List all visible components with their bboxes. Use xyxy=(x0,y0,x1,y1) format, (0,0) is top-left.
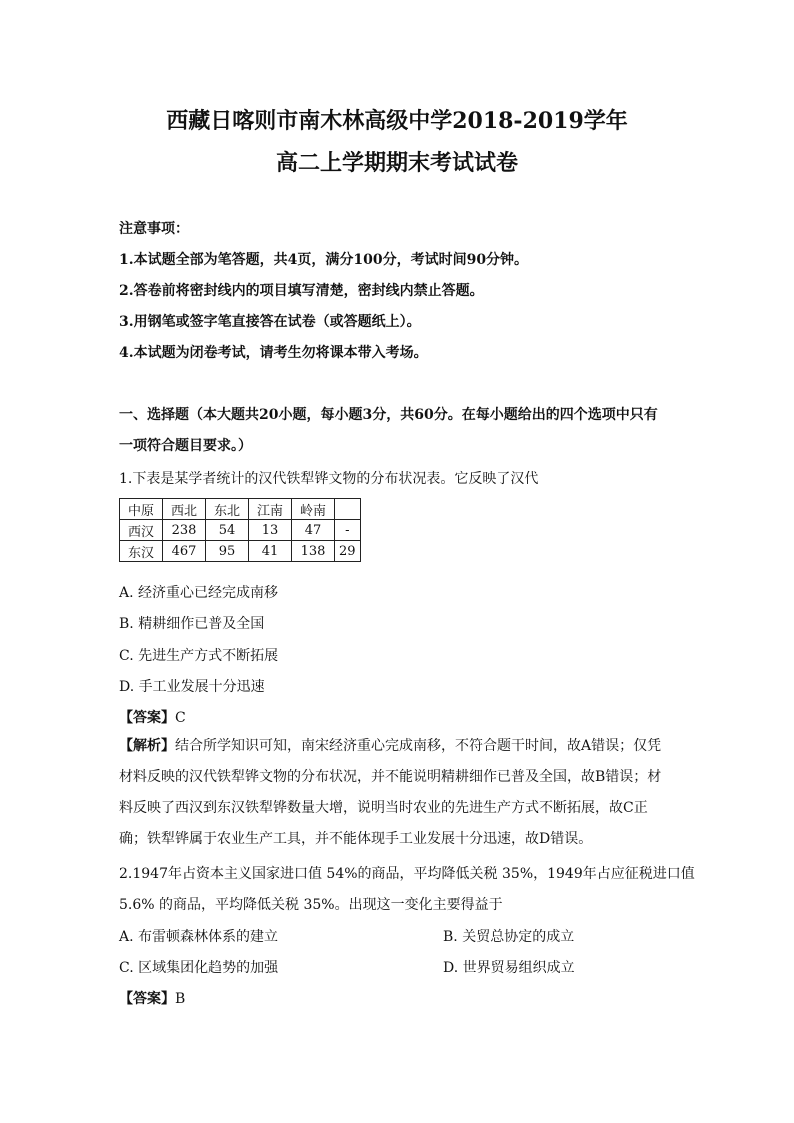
table-cell: 238 xyxy=(163,520,206,541)
table-cell: 东北 xyxy=(206,499,249,520)
table-cell: 13 xyxy=(249,520,292,541)
section-heading-line-2: 一项符合题目要求。） xyxy=(119,438,252,454)
question-1-option-c: C. 先进生产方式不断拓展 xyxy=(119,648,279,664)
exam-title-line-1: 西藏日喀则市南木林高级中学2018-2019学年 xyxy=(166,108,628,134)
table-header-row xyxy=(120,499,361,520)
question-2-option-b: B. 关贸总协定的成立 xyxy=(443,929,575,945)
question-2-option-d: D. 世界贸易组织成立 xyxy=(443,960,575,976)
analysis-text: 结合所学知识可知，南宋经济重心完成南移，不符合题干时间，故A错误；仅凭材料反映的汉代铁犁铧文物的分布状况，并不能说明精耕细作已普及全国，故B错误；材料反映了西汉到东汉铁犁铧数量大增，说明当时农业的先进生产方式不断拓展，故C正确；铁犁铧属于农业生产工具，并不能体现手工业发展十分迅速，故D错误。 xyxy=(119,738,662,847)
notice-heading: 注意事项： xyxy=(119,221,189,237)
question-2-stem-line-1: 2.1947年占资本主义国家进口值 54%的商品，平均降低关税 35%，1949年占应征税进口值 xyxy=(119,866,695,882)
exam-title-line-2: 高二上学期期末考试试卷 xyxy=(275,150,518,176)
answer-label: 【答案】 xyxy=(119,710,175,726)
answer-value: B xyxy=(175,991,186,1007)
answer-value: C xyxy=(175,710,186,726)
table-cell: 47 xyxy=(292,520,335,541)
table-cell: 东汉 xyxy=(120,541,163,562)
table-row xyxy=(120,520,361,541)
notice-item: 2.答卷前将密封线内的项目填写清楚，密封线内禁止答题。 xyxy=(119,283,484,299)
question-1-option-a: A. 经济重心已经完成南移 xyxy=(119,585,279,601)
question-2-option-a: A. 布雷顿森林体系的建立 xyxy=(119,929,279,945)
table-cell: 西北 xyxy=(163,499,206,520)
table-cell: 岭南 xyxy=(292,499,335,520)
question-1-analysis xyxy=(119,731,675,855)
question-2-option-c: C. 区域集团化趋势的加强 xyxy=(119,960,279,976)
question-1-answer xyxy=(119,707,186,727)
question-1-stem: 1.下表是某学者统计的汉代铁犁铧文物的分布状况表。它反映了汉代 xyxy=(119,471,539,487)
question-2-stem-line-2: 5.6% 的商品，平均降低关税 35%。出现这一变化主要得益于 xyxy=(119,897,503,913)
table-cell: 95 xyxy=(206,541,249,562)
table-cell: 中原 xyxy=(120,499,163,520)
table-cell: 138 xyxy=(292,541,335,562)
table-cell: 41 xyxy=(249,541,292,562)
table-cell: 54 xyxy=(206,520,249,541)
analysis-label: 【解析】 xyxy=(119,738,175,754)
table-row xyxy=(120,541,361,562)
table-cell xyxy=(335,499,361,520)
notice-item: 1.本试题全部为笔答题，共4页，满分100分，考试时间90分钟。 xyxy=(119,252,529,268)
table-cell: 西汉 xyxy=(120,520,163,541)
artifact-distribution-table xyxy=(119,498,361,562)
section-heading-line-1: 一、选择题（本大题共20小题，每小题3分，共60分。在每小题给出的四个选项中只有 xyxy=(119,407,658,423)
notice-item: 4.本试题为闭卷考试，请考生勿将课本带入考场。 xyxy=(119,345,428,361)
question-2-answer xyxy=(119,988,185,1008)
table-cell: 467 xyxy=(163,541,206,562)
table-cell: 29 xyxy=(335,541,361,562)
table-cell: 江南 xyxy=(249,499,292,520)
question-1-option-d: D. 手工业发展十分迅速 xyxy=(119,679,265,695)
answer-label: 【答案】 xyxy=(119,991,175,1007)
notice-item: 3.用钢笔或签字笔直接答在试卷（或答题纸上）。 xyxy=(119,314,421,330)
table-cell: - xyxy=(335,520,361,541)
question-1-option-b: B. 精耕细作已普及全国 xyxy=(119,616,265,632)
